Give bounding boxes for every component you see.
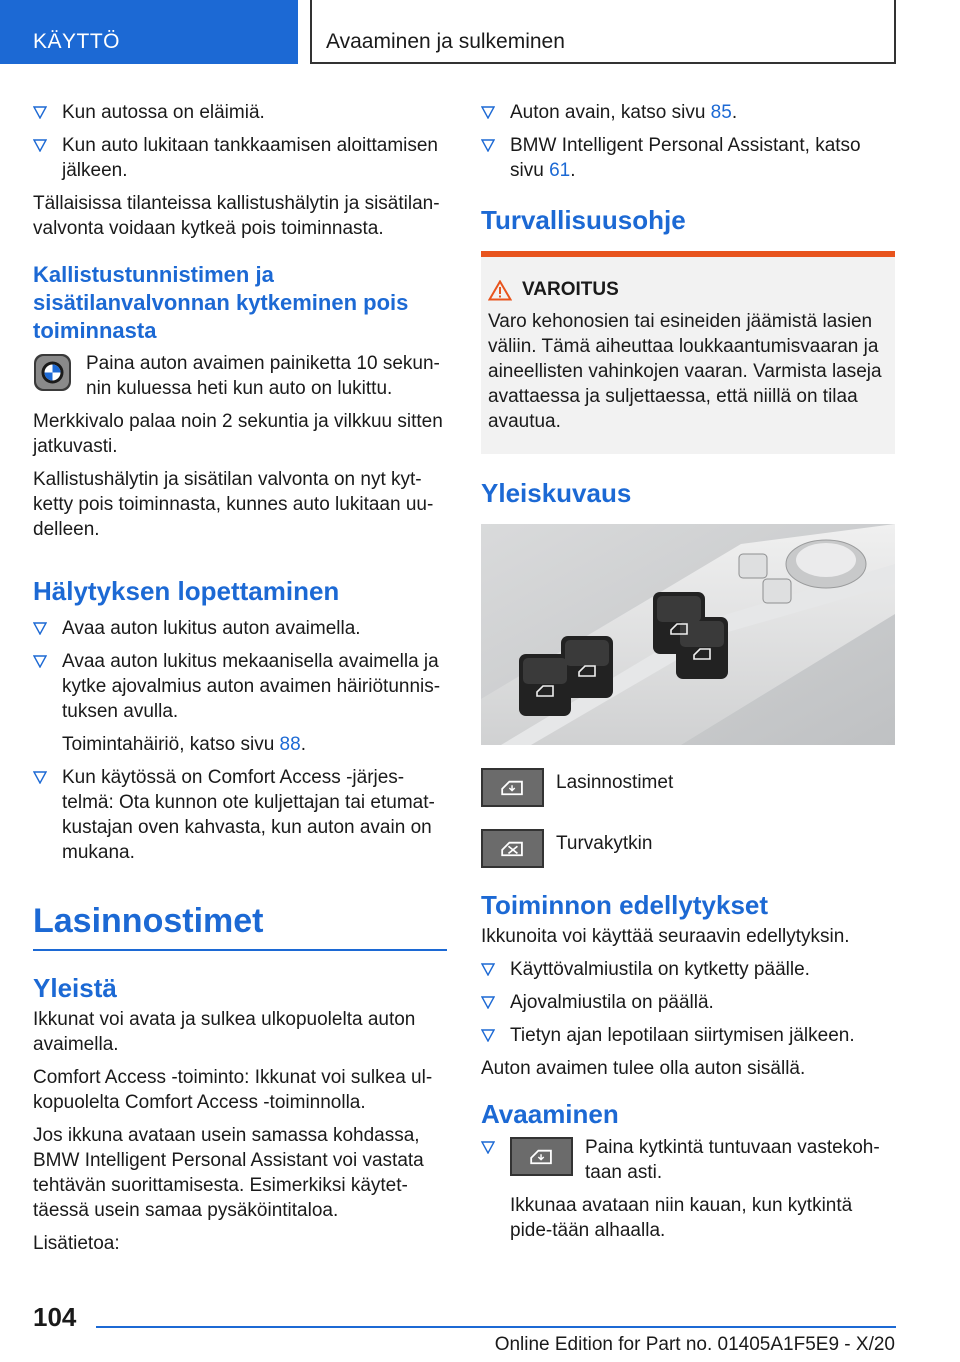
safety-switch-symbol-icon [481,829,544,868]
warning-title: VAROITUS [488,279,889,301]
triangle-bullet-icon [481,106,495,119]
page-header [0,0,960,66]
chapter-title: Avaaminen ja sulkeminen [326,30,565,53]
window-lifter-symbol-icon [481,768,544,807]
section-tab[interactable] [0,0,298,64]
triangle-bullet-icon [33,106,47,119]
page-link[interactable]: 61 [549,160,571,181]
triangle-bullet-icon [481,1141,495,1154]
triangle-bullet-icon [33,139,47,152]
section-heading: Yleistä [33,973,117,1003]
paragraph: Ikkunaa avataan niin kauan, kun kytkintä pide-tään alhaalla. [510,1195,853,1241]
right-column [481,100,895,1251]
paragraph: Kallistushälytin ja sisätilan valvonta on nyt kyt-ketty pois toiminnasta, kunnes auto lukitaan uu-delleen. [33,469,434,540]
window-lifter-symbol-icon [510,1137,573,1176]
paragraph: Ikkunat voi avata ja sulkea ulkopuolelta auton avaimella. [33,1009,416,1055]
list-item: Tietyn ajan lepotilaan siirtymisen jälkeen. [481,1023,895,1048]
warning-triangle-icon [488,280,512,301]
chapter-heading: Lasinnostimet [33,902,264,940]
page-number: 104 [33,1302,77,1332]
left-column [33,100,447,1264]
paragraph: Jos ikkuna avataan usein samassa kohdassa, BMW Intelligent Personal Assistant voi vastata tehtävän suorittamisesta. Esimerkiksi käytet-täessä usein samaa pysäköintitaloa. [33,1125,424,1221]
section-heading: Avaaminen [481,1099,619,1129]
list-item: Paina kytkintä tuntuvaan vastekoh-taan asti. [481,1135,895,1185]
legend-safety-switch: Turvakytkin [481,829,895,868]
section-heading: Turvallisuusohje [481,205,686,235]
list-item: Käyttövalmiustila on kytketty päälle. [481,957,895,982]
footer-rule [96,1326,896,1328]
window-switch-photo [481,524,895,745]
triangle-bullet-icon [481,1029,495,1042]
paragraph: Comfort Access -toiminto: Ikkunat voi sulkea ul-kopuolelta Comfort Access -toiminnolla. [33,1067,433,1113]
triangle-bullet-icon [33,622,47,635]
key-instruction [33,351,447,401]
paragraph: Tällaisissa tilanteissa kallistushälytin ja sisätilan-valvonta voidaan kytkeä pois toiminnasta. [33,193,440,239]
warning-text: Varo kehonosien tai esineiden jäämistä lasien väliin. Tämä aiheuttaa loukkaantumisvaaran ja aineellisten vahinkojen vaaran. Varmista laseja avattaessa ja suljettaessa, että niillä on tilaa avautua. [488,311,882,432]
list-item: Ajovalmiustila on päällä. [481,990,895,1015]
triangle-bullet-icon [481,996,495,1009]
list-item: BMW Intelligent Personal Assistant, katso sivu 61. [481,133,895,183]
section-heading: Kallistustunnistimen ja sisätilanvalvonnan kytkeminen pois toiminnasta [33,262,409,343]
paragraph: Ikkunoita voi käyttää seuraavin edellytyksin. [481,926,850,947]
warning-box [481,251,895,454]
paragraph: Auton avaimen tulee olla auton sisällä. [481,1058,806,1079]
triangle-bullet-icon [33,771,47,784]
heading-rule [33,949,447,951]
section-heading: Toiminnon edellytykset [481,890,769,920]
key-instruction-text: Paina auton avaimen painiketta 10 sekun-nin kuluessa heti kun auto on lukittu. [86,353,440,399]
legend-window-lifters: Lasinnostimet [481,768,895,807]
list-item: Auton avain, katso sivu 85. [481,100,895,125]
page-link[interactable]: 85 [710,102,732,123]
list-item: Avaa auton lukitus auton avaimella. [33,616,447,641]
page-link[interactable]: 88 [279,734,301,755]
list-item: Kun autossa on eläimiä. [33,100,447,125]
paragraph: Merkkivalo palaa noin 2 sekuntia ja vilkkuu sitten jatkuvasti. [33,411,443,457]
list-item: Avaa auton lukitus mekaanisella avaimella ja kytke ajovalmius auton avaimen häiriötunnis-tuksen avulla. [33,649,447,724]
bmw-key-icon [33,353,72,392]
edition-text: Online Edition for Part no. 01405A1F5E9 - X/20 [494,1334,895,1355]
triangle-bullet-icon [33,655,47,668]
list-item: Kun auto lukitaan tankkaamisen aloittamisen jälkeen. [33,133,447,183]
paragraph: Lisätietoa: [33,1233,120,1254]
chapter-box [310,0,896,64]
list-item: Kun käytössä on Comfort Access -järjes-telmä: Ota kunnon ote kuljettajan tai etumat-kustajan oven kahvasta, kun auton avain on mukana. [33,765,447,865]
section-heading: Yleiskuvaus [481,478,632,508]
page-reference: Toimintahäiriö, katso sivu 88. [62,734,306,755]
section-label: KÄYTTÖ [33,30,121,53]
section-heading: Hälytyksen lopettaminen [33,576,340,606]
triangle-bullet-icon [481,963,495,976]
triangle-bullet-icon [481,139,495,152]
